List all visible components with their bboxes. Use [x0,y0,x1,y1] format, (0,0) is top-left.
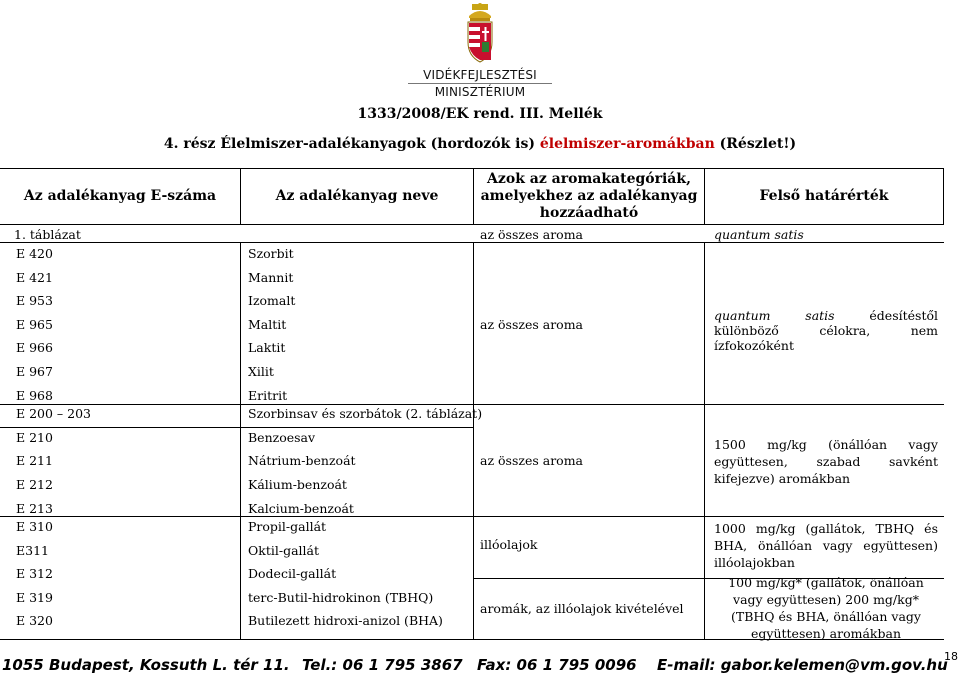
additive-name: Szorbinsav és szorbátok (2. táblázat) [248,406,483,421]
additive-name: Kalcium-benzoát [248,501,354,516]
e-number: E 965 [16,317,53,332]
column-header-e-number: Az adalékanyag E-száma [23,188,217,204]
footer-address: 1055 Budapest, Kossuth L. tér 11. [2,656,290,674]
e-number: E 213 [16,501,53,516]
e-number: E 320 [16,613,53,628]
benzoate-limit: 1500 mg/kg (önállóan vagy együttesen, szabad savként kifejezve) aromákban [714,437,938,486]
part-heading-prefix: 4. rész Élelmiszer-adalékanyagok (hordozók is) [163,136,540,152]
e-number: E 319 [16,590,53,605]
gallate-limit-aromas: 100 mg/kg* (gallátok, önállóan vagy együttesen) 200 mg/kg* (TBHQ és BHA, önállóan vagy együttesen) aromákban [728,575,924,641]
e-number: E 967 [16,364,53,379]
sweetener-category: az összes aroma [480,317,583,332]
additive-name: Xilit [248,364,274,379]
additive-name: Benzoesav [248,430,316,445]
additive-name: Laktit [248,340,286,355]
additive-name: Oktil-gallát [248,543,319,558]
footer-email: E-mail: gabor.kelemen@vm.gov.hu [657,656,948,674]
part-heading-highlight: élelmiszer-aromákban [539,136,715,152]
additive-name: Butilezett hidroxi-anizol (BHA) [248,613,443,628]
gallate-category-essential-oils: illóolajok [480,537,538,552]
sweetener-limit-italic: quantum satis [714,308,835,323]
e-number: E 210 [16,430,53,445]
column-header-name: Az adalékanyag neve [275,188,439,204]
e-number: E 310 [16,519,53,534]
e-number: E 212 [16,477,53,492]
benzoate-category: az összes aroma [480,453,583,468]
e-number: E 420 [16,246,53,261]
sweetener-limit [714,308,938,353]
hungarian-coat-of-arms-icon [462,2,498,64]
additive-name: terc-Butil-hidrokinon (TBHQ) [248,590,434,605]
additive-name: Eritrit [248,388,288,403]
sweetener-limit-text: édesítéstől különböző célokra, nem ízfokozóként [714,308,938,353]
group-label: 1. táblázat [14,227,81,242]
footer-contact [2,656,948,674]
additive-name: Nátrium-benzoát [248,453,356,468]
ministry-line-1: VIDÉKFEJLESZTÉSI [423,68,537,82]
column-header-aroma-categories: Azok az aromakategóriák, amelyekhez az adalékanyag hozzáadható [480,171,698,221]
group-limit: quantum satis [714,227,804,242]
part-heading [0,136,960,152]
additive-name: Kálium-benzoát [248,477,347,492]
additive-name: Mannit [248,270,294,285]
e-number: E 968 [16,388,53,403]
group-category: az összes aroma [480,227,583,242]
e-number: E311 [16,543,49,558]
e-number: E 421 [16,270,53,285]
e-number: E 200 – 203 [16,406,92,421]
ministry-divider [408,83,552,84]
ministry-name [400,68,560,99]
regulation-reference: 1333/2008/EK rend. III. Mellék [357,106,603,122]
additive-name: Szorbit [248,246,294,261]
e-number: E 211 [16,453,53,468]
e-number: E 312 [16,566,53,581]
additive-name: Dodecil-gallát [248,566,337,581]
part-heading-suffix: (Részlet!) [714,136,797,152]
footer-phone: Tel.: 06 1 795 3867 [302,656,463,674]
e-number: E 966 [16,340,53,355]
additive-name: Izomalt [248,293,296,308]
column-header-limit: Felső határérték [759,188,889,204]
footer-fax: Fax: 06 1 795 0096 [477,656,637,674]
page-number: 18 [944,650,958,663]
additive-name: Propil-gallát [248,519,327,534]
ministry-line-2: MINISZTÉRIUM [434,85,526,99]
gallate-limit-essential-oils: 1000 mg/kg (gallátok, TBHQ és BHA, önállóan vagy együttesen) illóolajokban [714,521,938,570]
additive-name: Maltit [248,317,287,332]
e-number: E 953 [16,293,53,308]
gallate-category-aromas: aromák, az illóolajok kivételével [480,601,684,616]
